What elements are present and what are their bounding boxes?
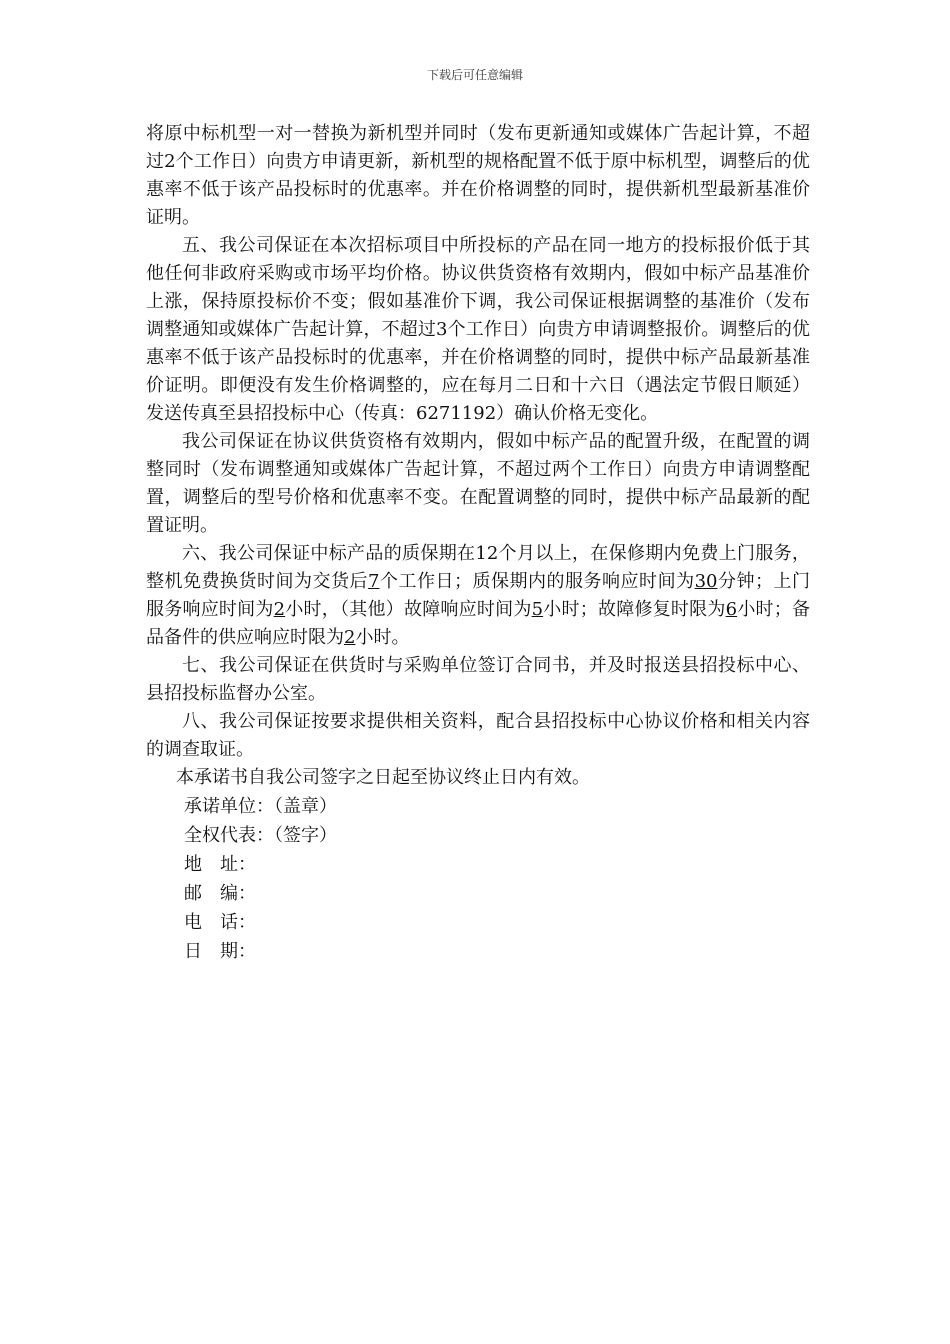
paragraph-6: 八、我公司保证按要求提供相关资料，配合县招投标中心协议价格和相关内容的调查取证。: [146, 711, 810, 760]
paragraph-3: 我公司保证在协议供货资格有效期内，假如中标产品的配置升级，在配置的调整同时（发布调整通知或媒体广告起计算，不超过两个工作日）向贵方申请调整配置，调整后的型号价格和优惠率不变。在配置调整的同时，提供中标产品最新的配置证明。: [146, 431, 810, 536]
response-minutes-value: 30: [694, 571, 718, 592]
paragraph-2: 五、我公司保证在本次招标项目中所投标的产品在同一地方的投标报价低于其他任何非政府采购或市场平均价格。协议供货资格有效期内，假如中标产品基准价上涨，保持原投标价不变；假如基准价下调，我公司保证根据调整的基准价（发布调整通知或媒体广告起计算，不超过3个工作日）向贵方申请调整报价。调整后的优惠率不低于该产品投标时的优惠率，并在价格调整的同时，提供中标产品最新基准价证明。即便没有发生价格调整的，应在每月二日和十六日（遇法定节假日顺延）发送传真至县招投标中心（传真：6271192）确认价格无变化。: [146, 235, 810, 424]
text-segment: 个工作日；质保期内的服务响应时间为: [379, 571, 695, 592]
document-body: [146, 120, 810, 966]
signature-postcode: 邮 编：: [184, 883, 256, 904]
validity-statement: 本承诺书自我公司签字之日起至协议终止日内有效。: [176, 767, 590, 788]
text-segment: 小时。: [355, 627, 410, 648]
page-header: 下载后可任意编辑: [426, 68, 523, 82]
signature-phone: 电 话：: [184, 912, 256, 933]
text-segment: 小时，（其他）故障响应时间为: [285, 599, 532, 620]
repair-hours-value: 6: [725, 599, 738, 620]
paragraph-4: [146, 540, 810, 652]
fault-response-hours-value: 5: [531, 599, 544, 620]
spare-parts-hours-value: 2: [344, 627, 356, 648]
paragraph-1: 将原中标机型一对一替换为新机型并同时（发布更新通知或媒体广告起计算，不超过2个工作日）向贵方申请更新，新机型的规格配置不低于原中标机型，调整后的优惠率不低于该产品投标时的优惠率。并在价格调整的同时，提供新机型最新基准价证明。: [146, 123, 810, 228]
signature-unit: 承诺单位：（盖章）: [184, 796, 337, 817]
signature-address: 地 址：: [184, 854, 256, 875]
paragraph-5: 七、我公司保证在供货时与采购单位签订合同书，并及时报送县招投标中心、县招投标监督办公室。: [146, 655, 810, 704]
exchange-days-value: 7: [368, 571, 380, 592]
signature-representative: 全权代表：（签字）: [184, 825, 337, 846]
text-segment: 小时；故障修复时限为: [543, 599, 726, 620]
text-segment: 六、我公司保证中标产品的质保期在12个月以上，在保修期内免费上门服务，整机免费换货时间为交货后: [146, 543, 810, 592]
signature-date: 日 期：: [184, 941, 256, 962]
text-segment: 分钟；上门服务响应时间为: [146, 571, 811, 620]
text-segment: 小时；备品备件的供应响应时限为: [146, 599, 811, 648]
onsite-hours-value: 2: [273, 599, 286, 620]
